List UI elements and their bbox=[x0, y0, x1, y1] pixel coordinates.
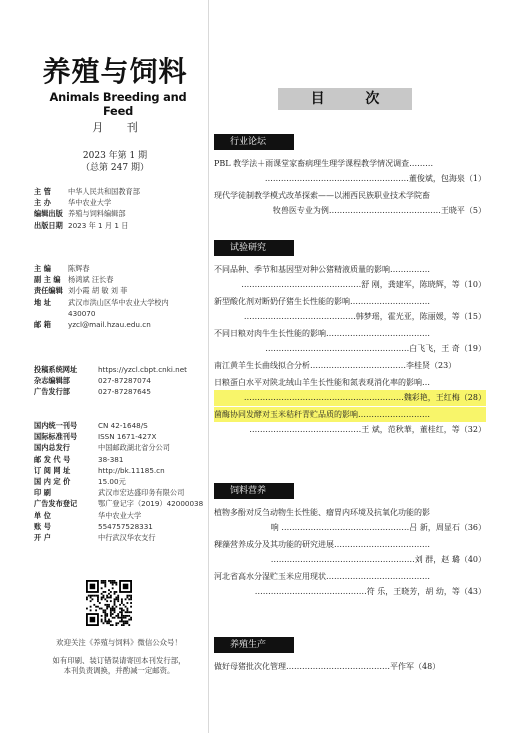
info-key: 邮 箱 bbox=[34, 320, 51, 330]
publisher-info bbox=[34, 186, 140, 231]
info-value: 鄂广登记字（2019）42000038 bbox=[98, 499, 204, 509]
toc-article-title: 做好母猪批次化管理…………………………………平作军（48） bbox=[214, 662, 441, 671]
serial-info bbox=[34, 420, 203, 543]
footer-note-2: 本刊负责调换，并酌减一定邮资。 bbox=[63, 666, 175, 675]
info-row bbox=[34, 532, 203, 543]
info-value: 554757528331 bbox=[98, 521, 153, 531]
info-row bbox=[34, 274, 169, 285]
info-key: 副 主 编 bbox=[34, 275, 61, 285]
toc-article-authors: ……………………………………符 乐，王晓芳，胡 幼，等（43） bbox=[254, 587, 486, 597]
info-key: 单 位 bbox=[34, 510, 51, 520]
info-row bbox=[34, 454, 203, 465]
info-row bbox=[34, 521, 203, 532]
toc-article[interactable] bbox=[214, 375, 486, 406]
info-value: ISSN 1671-427X bbox=[98, 432, 157, 442]
toc-article-title: 南江黄羊生长曲线拟合分析………………………………李桂贤（23） bbox=[214, 361, 457, 371]
toc-article-authors: ………………………………………………董俊斌，包海泉（1） bbox=[264, 174, 486, 184]
info-key: 责任编辑 bbox=[34, 286, 63, 296]
info-row bbox=[34, 476, 203, 487]
toc-article-title: PBL 教学法＋雨课堂家畜病理生理学课程教学情况调查……… bbox=[214, 159, 434, 168]
info-value: 华中农业大学 bbox=[98, 510, 142, 520]
toc-article[interactable] bbox=[214, 505, 486, 536]
toc-article[interactable] bbox=[214, 262, 486, 293]
info-key: 国际标准刊号 bbox=[34, 432, 78, 442]
info-key bbox=[34, 308, 68, 319]
toc-article-title: 不同日粮对肉牛生长性能的影响………………………………… bbox=[214, 329, 430, 339]
journal-title-cn: 养殖与饲料 bbox=[42, 55, 188, 88]
footer-note-1: 如有印刷、装订错误请寄回本刊发行部， bbox=[52, 656, 186, 665]
info-value: 中华人民共和国教育部 bbox=[68, 187, 140, 196]
info-value: CN 42-1648/S bbox=[98, 421, 148, 430]
toc-article-title: 不同品种、季节和基因型对种公猪精液质量的影响…………… bbox=[214, 265, 430, 274]
toc-article[interactable] bbox=[214, 326, 486, 357]
info-row bbox=[34, 308, 169, 319]
toc-article-authors: ………………………………………舒 刚，龚建军，陈晓辉，等（10） bbox=[241, 280, 486, 290]
toc-article[interactable] bbox=[214, 569, 486, 600]
info-key: 广告发布登记 bbox=[34, 499, 78, 509]
info-value: 430070 bbox=[68, 308, 96, 318]
issue-number bbox=[60, 150, 170, 174]
info-key: 印 刷 bbox=[34, 488, 51, 498]
info-key: 主 管 bbox=[34, 187, 51, 196]
info-value: 027-87287645 bbox=[98, 387, 151, 397]
wechat-qr-code bbox=[86, 580, 132, 626]
info-row bbox=[34, 465, 203, 476]
info-row bbox=[34, 197, 140, 208]
info-value: 武汉市宏达盛印务有限公司 bbox=[98, 488, 185, 498]
toc-section-heading: 养殖生产 bbox=[214, 637, 294, 653]
toc-article-title: 菌酶协同发酵对玉米秸秆青贮品质的影响……………………… bbox=[214, 407, 486, 422]
info-row bbox=[34, 319, 169, 330]
toc-article[interactable] bbox=[214, 294, 486, 325]
toc-section-heading: 行业论坛 bbox=[214, 134, 294, 150]
toc-article-title: 河北省高水分湿贮玉米应用现状………………………………… bbox=[214, 572, 430, 582]
toc-article[interactable] bbox=[214, 188, 486, 219]
cover-info-column bbox=[0, 0, 205, 733]
toc-article-authors: ………………………………………………刘 群，赵 璐（40） bbox=[270, 555, 486, 565]
info-key: 编辑出版 bbox=[34, 209, 63, 219]
toc-section-heading: 试验研究 bbox=[214, 240, 294, 256]
info-row bbox=[34, 498, 203, 509]
toc-section-heading: 饲料营养 bbox=[214, 483, 294, 499]
info-key: 国内总发行 bbox=[34, 443, 70, 453]
toc-article[interactable] bbox=[214, 156, 486, 187]
info-value: 中行武汉华农支行 bbox=[98, 533, 156, 543]
info-key: 出版日期 bbox=[34, 220, 63, 230]
info-row bbox=[34, 375, 187, 386]
info-row bbox=[34, 442, 203, 453]
info-row bbox=[34, 487, 203, 498]
toc-article[interactable] bbox=[214, 659, 486, 674]
info-value: 养殖与饲料编辑部 bbox=[68, 209, 126, 219]
info-key: 开 户 bbox=[34, 533, 51, 543]
issue-label: 2023 年第 1 期 bbox=[82, 151, 148, 161]
info-value: 陈辉春 bbox=[68, 264, 90, 273]
issue-total: （总第 247 期） bbox=[81, 163, 149, 173]
info-row bbox=[34, 431, 203, 442]
info-row bbox=[34, 263, 169, 274]
toc-article[interactable] bbox=[214, 358, 486, 373]
info-row bbox=[34, 364, 187, 375]
info-value: 杨鸿斌 汪长春 bbox=[68, 275, 114, 285]
info-key: 广告发行部 bbox=[34, 387, 70, 397]
info-key: 订 阅 网 址 bbox=[34, 465, 71, 475]
footer-follow: 欢迎关注《养殖与饲料》微信公众号！ bbox=[56, 638, 182, 647]
info-row bbox=[34, 285, 169, 296]
info-value: 武汉市洪山区华中农业大学校内 bbox=[68, 297, 169, 307]
toc-article-title: 日粮蛋白水平对陕北绒山羊生长性能和氮表观消化率的影响… bbox=[214, 378, 430, 388]
info-key: 主 办 bbox=[34, 198, 51, 208]
toc-article[interactable] bbox=[214, 537, 486, 568]
toc-article-title: 植物多酚对反刍动物生长性能、瘤胃内环境及抗氧化功能的影 bbox=[214, 508, 430, 517]
toc-article[interactable] bbox=[214, 407, 486, 438]
column-divider bbox=[208, 0, 209, 733]
publication-frequency: 月 刊 bbox=[92, 121, 148, 134]
toc-article-authors: 牧兽医专业为例……………………………………王晓平（5） bbox=[272, 206, 486, 216]
info-value: 2023 年 1 月 1 日 bbox=[68, 220, 129, 230]
info-value: 刘小霞 胡 敏 刘 菲 bbox=[68, 286, 128, 296]
info-row bbox=[34, 510, 203, 521]
info-value: 华中农业大学 bbox=[68, 198, 112, 208]
toc-article-title: 现代学徒制教学模式改革探索——以湘西民族职业技术学院畜 bbox=[214, 191, 430, 201]
toc-article-authors: ……………………………………………………魏彩艳，王红梅（28） bbox=[214, 390, 486, 405]
toc-article-authors: 响 …………………………………………吕 新，周显石（36） bbox=[270, 523, 486, 533]
info-row bbox=[34, 220, 140, 231]
contact-info bbox=[34, 364, 187, 398]
info-key: 主 编 bbox=[34, 264, 51, 273]
info-value: https://yzcl.cbpt.cnki.net bbox=[98, 365, 187, 374]
info-key: 国内统一刊号 bbox=[34, 421, 78, 430]
toc-article-authors: ……………………………………韩梦瑶，霍光亚，陈丽媛，等（15） bbox=[243, 312, 486, 322]
info-value: 中国邮政湖北省分公司 bbox=[98, 443, 170, 453]
toc-title: 目 次 bbox=[278, 88, 412, 110]
info-row bbox=[34, 420, 203, 431]
info-row bbox=[34, 297, 169, 308]
info-value: 38-381 bbox=[98, 454, 124, 464]
info-value: 15.00元 bbox=[98, 477, 126, 487]
info-key: 地 址 bbox=[34, 297, 51, 307]
info-value: 027-87287074 bbox=[98, 376, 151, 386]
info-value: http://bk.11185.cn bbox=[98, 465, 165, 475]
info-row bbox=[34, 208, 140, 219]
editorial-info bbox=[34, 263, 169, 330]
toc-article-title: 稞藻营养成分及其功能的研究进展……………………………… bbox=[214, 540, 430, 550]
info-value: yzcl@mail.hzau.edu.cn bbox=[68, 320, 151, 330]
info-key: 杂志编辑部 bbox=[34, 376, 70, 386]
info-key: 投稿系统网址 bbox=[34, 365, 78, 374]
info-row bbox=[34, 386, 187, 397]
info-key: 邮 发 代 号 bbox=[34, 454, 71, 464]
journal-title-en: Animals Breeding and Feed bbox=[49, 90, 187, 118]
toc-article-title: 新型酸化剂对断奶仔猪生长性能的影响………………………… bbox=[214, 297, 430, 307]
info-row bbox=[34, 186, 140, 197]
info-key: 账 号 bbox=[34, 521, 51, 531]
info-key: 国 内 定 价 bbox=[34, 477, 71, 487]
toc-article-authors: ……………………………………王 斌，范秋華，董桂红，等（32） bbox=[249, 425, 486, 435]
toc-article-authors: ………………………………………………白飞飞，王 奇（19） bbox=[265, 344, 486, 354]
